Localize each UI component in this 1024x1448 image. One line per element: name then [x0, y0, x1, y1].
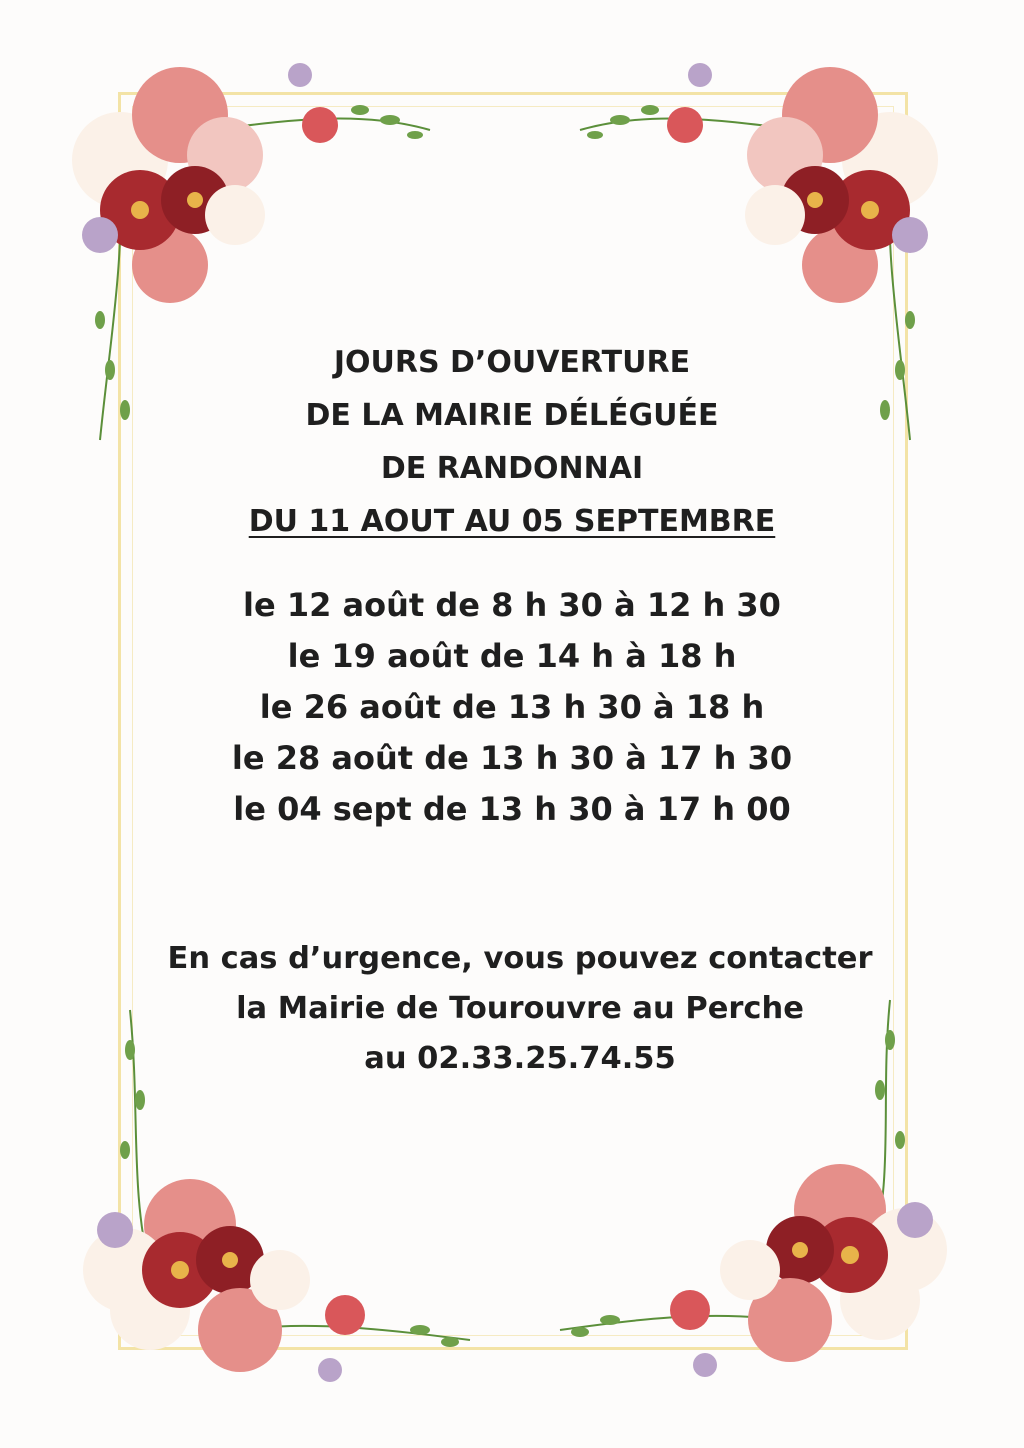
heading-line-3: DE RANDONNAI: [380, 451, 644, 486]
schedule-item: le 28 août de 13 h 30 à 17 h 30: [231, 739, 793, 777]
schedule-item: le 04 sept de 13 h 30 à 17 h 00: [233, 790, 791, 828]
schedule-item: le 26 août de 13 h 30 à 18 h: [259, 688, 765, 726]
schedule-item: le 19 août de 14 h à 18 h: [287, 637, 737, 675]
heading-line-2: DE LA MAIRIE DÉLÉGUÉE: [305, 398, 719, 433]
heading-line-1: JOURS D’OUVERTURE: [333, 345, 691, 380]
contact-phone: au 02.33.25.74.55: [364, 1041, 676, 1076]
schedule-item: le 12 août de 8 h 30 à 12 h 30: [243, 586, 781, 624]
contact-line-1: En cas d’urgence, vous pouvez contacter: [167, 941, 873, 976]
heading-block: [150, 336, 874, 548]
opening-schedule: [150, 580, 874, 835]
contact-line-2: la Mairie de Tourouvre au Perche: [236, 991, 804, 1026]
heading-period: DU 11 AOUT AU 05 SEPTEMBRE: [248, 504, 776, 539]
emergency-contact: [140, 934, 900, 1084]
